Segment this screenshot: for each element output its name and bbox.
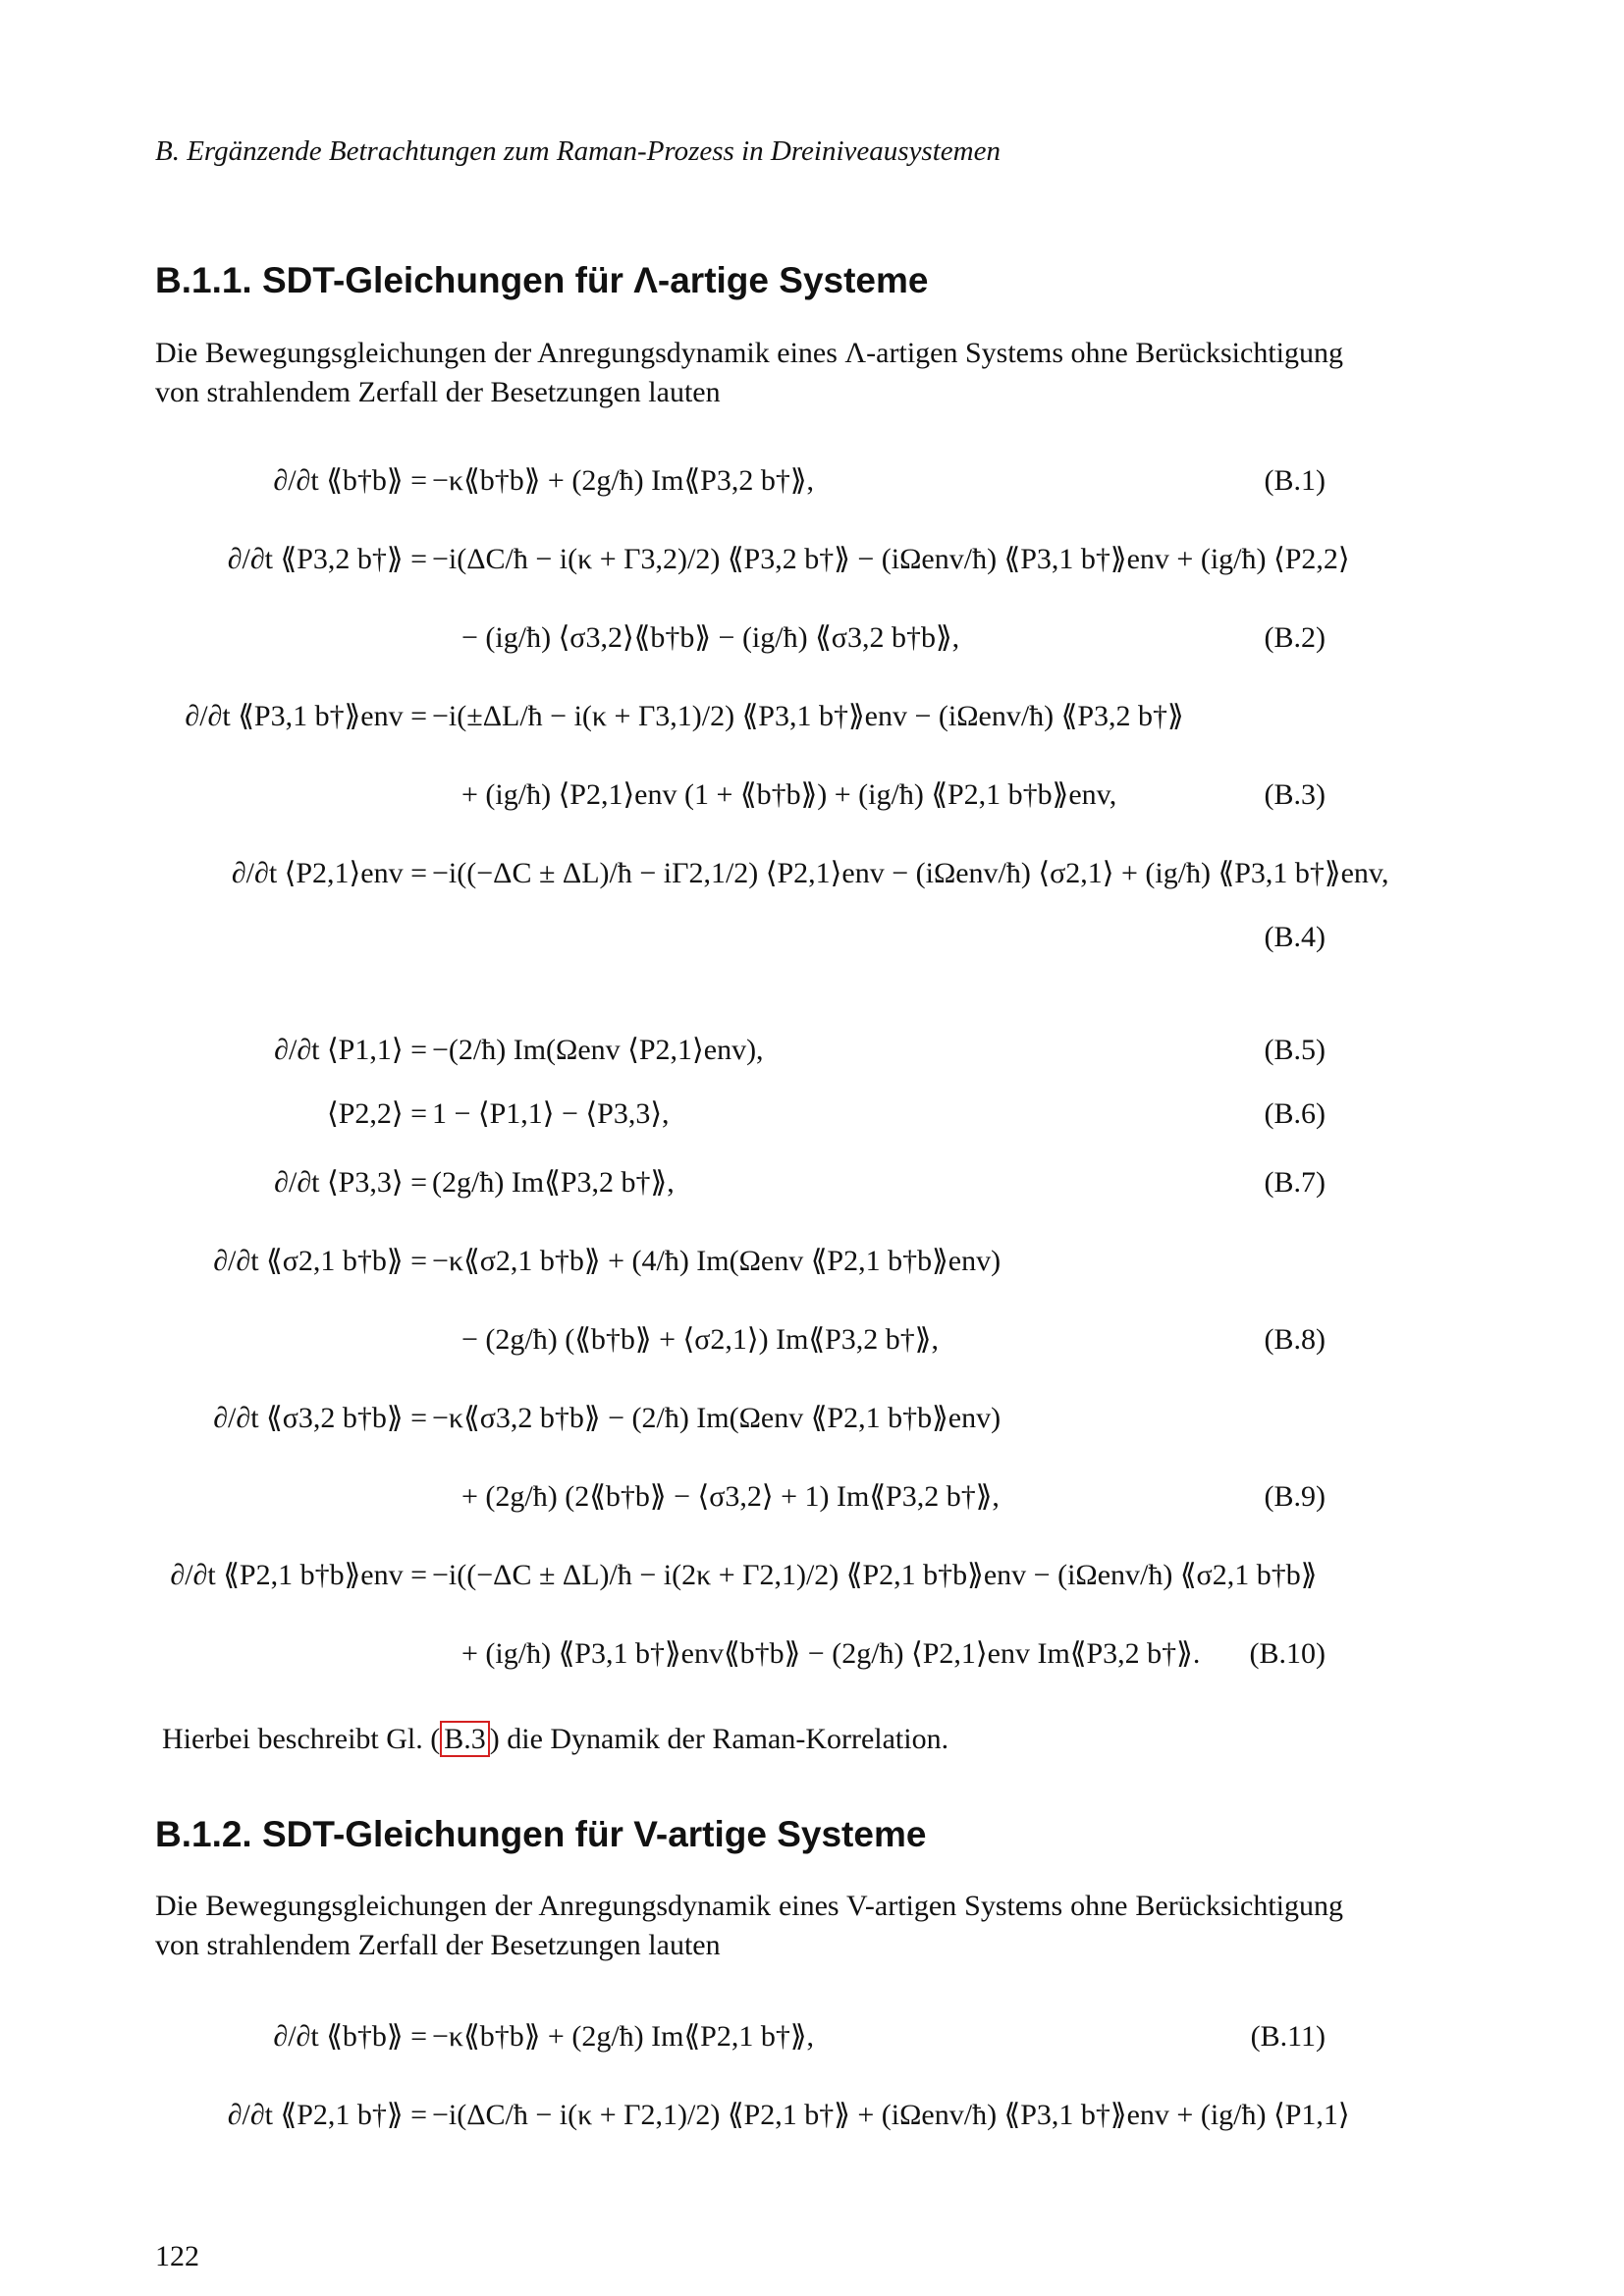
equation-rhs: −i((−ΔC ± ΔL)/ħ − iΓ2,1/2) ⟨P2,1⟩env − (iΩenv/ħ) ⟨σ2,1⟩ + (ig/ħ) ⟪P3,1 b†⟫env, (432, 857, 1389, 889)
equation-row (0, 1463, 1624, 1531)
equation-rhs: −κ⟪b†b⟫ + (2g/ħ) Im⟪P2,1 b†⟫, (432, 2020, 815, 2053)
equation-rhs: + (ig/ħ) ⟪P3,1 b†⟫env⟪b†b⟫ − (2g/ħ) ⟨P2,1⟩env Im⟪P3,2 b†⟫. (461, 1637, 1201, 1670)
equation-rhs: −i((−ΔC ± ΔL)/ħ − i(2κ + Γ2,1)/2) ⟪P2,1 b†b⟫env − (iΩenv/ħ) ⟪σ2,1 b†b⟫ (432, 1559, 1318, 1591)
section-title-b-1-2: B.1.2. SDT-Gleichungen für V-artige Systeme (155, 1814, 927, 1854)
equation-row (0, 1148, 1624, 1217)
equation-row (0, 1080, 1624, 1148)
equation-rhs: − (ig/ħ) ⟨σ3,2⟩⟪b†b⟫ − (ig/ħ) ⟪σ3,2 b†b⟫, (461, 621, 960, 654)
equation-number: (B.1) (1264, 464, 1326, 497)
equation-row (0, 1620, 1624, 1688)
equation-rhs: −κ⟪σ2,1 b†b⟫ + (4/ħ) Im(Ωenv ⟪P2,1 b†b⟫env) (432, 1245, 1001, 1277)
equation-rhs: − (2g/ħ) (⟪b†b⟫ + ⟨σ2,1⟩) Im⟪P3,2 b†⟫, (461, 1323, 939, 1356)
equation-number: (B.10) (1249, 1637, 1326, 1670)
equation-row (0, 1541, 1624, 1610)
section-intro-b-1-2: Die Bewegungsgleichungen der Anregungsdynamik eines V-artigen Systems ohne Berücksichtigung von strahlendem Zerfall der Besetzungen lauten (155, 1890, 1343, 1961)
equation-lhs: ∂/∂t ⟪σ2,1 b†b⟫ = (213, 1245, 427, 1277)
equation-lhs: ∂/∂t ⟪P2,1 b†b⟫env = (170, 1559, 427, 1591)
equation-lhs: ∂/∂t ⟨P2,1⟩env = (231, 857, 427, 889)
equation-row (0, 903, 1624, 972)
equation-lhs: ∂/∂t ⟪b†b⟫ = (273, 464, 427, 497)
equation-rhs: −i(ΔC/ħ − i(κ + Γ3,2)/2) ⟪P3,2 b†⟫ − (iΩenv/ħ) ⟪P3,1 b†⟫env + (ig/ħ) ⟨P2,2⟩ (432, 543, 1350, 575)
equation-row (0, 1227, 1624, 1296)
section-intro-b-1-1: Die Bewegungsgleichungen der Anregungsdynamik eines Λ-artigen Systems ohne Berücksichtigung von strahlendem Zerfall der Besetzungen lauten (155, 337, 1343, 408)
equation-number: (B.6) (1264, 1097, 1326, 1130)
section-title-b-1-1: B.1.1. SDT-Gleichungen für Λ-artige Systeme (155, 260, 929, 300)
equation-rhs: −κ⟪b†b⟫ + (2g/ħ) Im⟪P3,2 b†⟫, (432, 464, 815, 497)
equation-row (0, 682, 1624, 751)
equation-lhs: ⟨P2,2⟩ = (326, 1097, 427, 1130)
equation-number: (B.9) (1264, 1480, 1326, 1513)
equation-number: (B.4) (1264, 921, 1326, 953)
equation-row (0, 447, 1624, 515)
equation-rhs: −i(±ΔL/ħ − i(κ + Γ3,1)/2) ⟪P3,1 b†⟫env − (iΩenv/ħ) ⟪P3,2 b†⟫ (432, 700, 1184, 732)
equation-row (0, 2081, 1624, 2150)
equation-rhs: + (2g/ħ) (2⟪b†b⟫ − ⟨σ3,2⟩ + 1) Im⟪P3,2 b†⟫, (461, 1480, 1000, 1513)
running-header: B. Ergänzende Betrachtungen zum Raman-Prozess in Dreiniveausystemen (155, 135, 1001, 167)
equation-lhs: ∂/∂t ⟪P3,2 b†⟫ = (227, 543, 427, 575)
equation-row (0, 604, 1624, 672)
equation-rhs: + (ig/ħ) ⟨P2,1⟩env (1 + ⟪b†b⟫) + (ig/ħ) ⟪P2,1 b†b⟫env, (461, 778, 1117, 811)
equation-rhs: (2g/ħ) Im⟪P3,2 b†⟫, (432, 1166, 675, 1199)
equation-row (0, 1306, 1624, 1374)
equation-row (0, 839, 1624, 908)
equation-lhs: ∂/∂t ⟪σ3,2 b†b⟫ = (213, 1402, 427, 1434)
equation-number: (B.5) (1264, 1034, 1326, 1066)
equation-reference-link[interactable]: B.3 (440, 1721, 490, 1757)
equation-number: (B.11) (1250, 2020, 1326, 2053)
equation-row (0, 1016, 1624, 1085)
equation-lhs: ∂/∂t ⟨P1,1⟩ = (274, 1034, 427, 1066)
equation-row (0, 525, 1624, 594)
page-number: 122 (155, 2240, 199, 2272)
equation-lhs: ∂/∂t ⟪b†b⟫ = (273, 2020, 427, 2053)
remark-text-after: ) die Dynamik der Raman-Korrelation. (489, 1723, 949, 1755)
equation-number: (B.3) (1264, 778, 1326, 811)
equation-rhs: −κ⟪σ3,2 b†b⟫ − (2/ħ) Im(Ωenv ⟪P2,1 b†b⟫env) (432, 1402, 1001, 1434)
equation-row (0, 1384, 1624, 1453)
equation-row (0, 761, 1624, 829)
equation-rhs: −i(ΔC/ħ − i(κ + Γ2,1)/2) ⟪P2,1 b†⟫ + (iΩenv/ħ) ⟪P3,1 b†⟫env + (ig/ħ) ⟨P1,1⟩ (432, 2099, 1350, 2131)
equation-number: (B.7) (1264, 1166, 1326, 1199)
equation-rhs: 1 − ⟨P1,1⟩ − ⟨P3,3⟩, (432, 1097, 670, 1130)
equation-row (0, 2002, 1624, 2071)
remark-paragraph (162, 1720, 1350, 1759)
equation-rhs: −(2/ħ) Im(Ωenv ⟨P2,1⟩env), (432, 1034, 764, 1066)
equation-lhs: ∂/∂t ⟪P3,1 b†⟫env = (185, 700, 427, 732)
equation-number: (B.8) (1264, 1323, 1326, 1356)
equation-number: (B.2) (1264, 621, 1326, 654)
equation-lhs: ∂/∂t ⟪P2,1 b†⟫ = (227, 2099, 427, 2131)
equation-lhs: ∂/∂t ⟨P3,3⟩ = (274, 1166, 427, 1199)
remark-text-before: Hierbei beschreibt Gl. ( (162, 1723, 441, 1755)
